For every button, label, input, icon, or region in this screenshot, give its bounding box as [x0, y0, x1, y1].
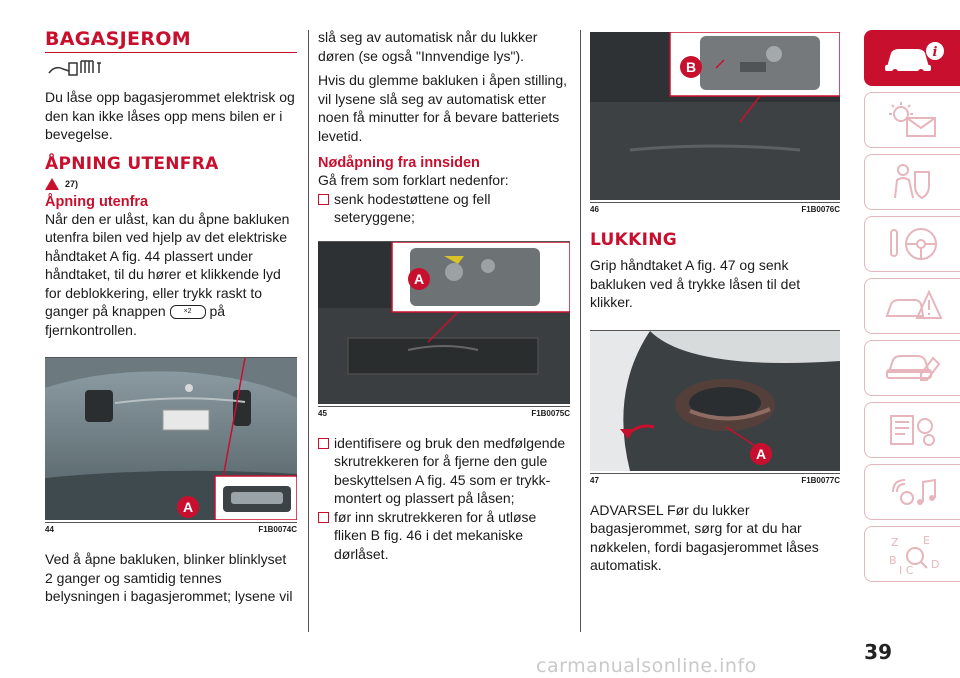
svg-text:i: i: [932, 45, 937, 60]
figure-46-number: 46: [590, 205, 599, 214]
figure-44-caption: [45, 522, 297, 534]
after-fig44-text: Ved å åpne bakluken, blinker blinklyset 2 ganger og samtidig tennes belysningen i bagasjerommet; lysene vil: [45, 551, 293, 604]
subheading-emergency-opening: Nødåpning fra innsiden: [318, 155, 480, 171]
figure-44-code: F1B0074C: [258, 525, 297, 534]
open-text-a: Når den er ulåst, kan du åpne bakluken utenfra bilen ved hjelp av det elektriske håndtaket A fig. 44 plassert under håndtaket, til du hører et klikkende lyd for deblokkering, eller trykk raskt to ganger på knappen: [45, 210, 290, 319]
warning-ref-number: 27): [65, 178, 79, 189]
bullet-item-1: [318, 190, 570, 227]
warning-text: ADVARSEL Før du lukker bagasjerommet, sørg for at du har nøkkelen, fordi bagasjerommet låses automatisk.: [590, 501, 819, 573]
tab-car-info[interactable]: [864, 30, 960, 86]
tab-service[interactable]: [864, 340, 960, 396]
figure-46: [590, 32, 840, 214]
column-left: [45, 28, 297, 606]
figure-47: [590, 330, 840, 485]
bullet-box-icon: [318, 438, 329, 449]
callout-a-fig45: A: [408, 268, 430, 290]
svg-text:E: E: [922, 534, 930, 547]
figure-45: [318, 241, 570, 418]
tab-emergency[interactable]: [864, 278, 960, 334]
title-rule: [45, 52, 297, 53]
bullet-box-icon: [318, 512, 329, 523]
figure-45-caption: [318, 406, 570, 418]
figure-47-number: 47: [590, 475, 599, 485]
car-info-icon: [881, 39, 945, 77]
tab-safety[interactable]: [864, 154, 960, 210]
callout-a-fig44: A: [177, 496, 199, 518]
heading-open-outside: ÅPNING UTENFRA: [45, 153, 219, 174]
tab-dashboard-lights[interactable]: [864, 92, 960, 148]
figure-47-code: F1B0077C: [801, 475, 840, 485]
figure-46-code: F1B0076C: [801, 205, 840, 214]
remote-button-icon: [170, 305, 206, 319]
svg-text:I C: I C: [898, 564, 913, 576]
figure-46-caption: [590, 202, 840, 214]
figure-47-image: [590, 331, 840, 471]
figure-44-image: [45, 358, 297, 520]
bullet-text-1: senk hodestøttene og fell seteryggene;: [334, 190, 491, 225]
figure-44: [45, 357, 297, 534]
bullet-box-icon: [318, 194, 329, 205]
steering-wheel-icon: [883, 224, 943, 264]
technical-data-icon: [883, 410, 943, 450]
open-text: [45, 210, 297, 340]
forgot-tailgate-text: Hvis du glemme bakluken i åpen stilling, vil lysene slå seg av automatisk etter noen få minutter for å bevare batteriets levetid.: [318, 72, 568, 144]
electric-tailgate-icon: [47, 57, 297, 84]
bullet-text-3: før inn skrutrekkeren for å utløse fliken B fig. 46 i det mekaniske dørlåset.: [334, 508, 537, 562]
column-divider: [308, 30, 309, 632]
chapter-sidebar: [864, 30, 960, 588]
closing-text: Grip håndtaket A fig. 47 og senk bakluken ved å trykke låsen til det klikker.: [590, 257, 801, 310]
section-title: BAGASJEROM: [45, 28, 191, 50]
figure-45-number: 45: [318, 408, 327, 418]
column-middle: [318, 28, 570, 563]
multimedia-icon: [883, 472, 943, 512]
subheading-open-outside: Åpning utenfra: [45, 193, 149, 210]
safety-airbag-icon: [883, 162, 943, 202]
tab-driving[interactable]: [864, 216, 960, 272]
index-icon: [883, 532, 943, 576]
figure-44-number: 44: [45, 525, 54, 534]
bullet-item-3: [318, 508, 570, 564]
svg-text:Z: Z: [890, 536, 899, 549]
column-right: [590, 32, 840, 575]
service-car-icon: [883, 348, 943, 388]
warning-reference: [45, 178, 297, 190]
tab-multimedia[interactable]: [864, 464, 960, 520]
figure-45-code: F1B0075C: [531, 408, 570, 418]
figure-47-caption: [590, 473, 840, 485]
lights-continued-text: slå seg av automatisk når du lukker døren (se også "Innvendige lys").: [318, 29, 538, 64]
bullet-item-2: [318, 434, 570, 508]
heading-closing: LUKKING: [590, 230, 677, 250]
warning-triangle-icon: [45, 178, 59, 190]
tab-index[interactable]: [864, 526, 960, 582]
remote-button-label: ×2: [183, 308, 192, 316]
emergency-intro-text: Gå frem som forklart nedenfor:: [318, 172, 509, 188]
warning-car-icon: [883, 286, 943, 326]
callout-b-fig46: B: [680, 56, 702, 78]
figure-46-image: [590, 32, 840, 200]
dashboard-lights-icon: [883, 100, 943, 140]
watermark: carmanualsonline.info: [536, 655, 757, 677]
column-divider: [580, 30, 581, 632]
callout-a-fig47: A: [750, 443, 772, 465]
svg-text:B: B: [888, 554, 897, 567]
page-number: 39: [864, 640, 892, 664]
figure-45-image: [318, 242, 570, 404]
tab-technical-data[interactable]: [864, 402, 960, 458]
open-text-b: på fjernkontrollen.: [45, 303, 226, 338]
bullet-text-2: identifisere og bruk den medfølgende skrutrekkeren for å fjerne den gule beskyttelsen A fig. 45 som er trykk-montert og plassert på låsen;: [334, 434, 566, 506]
intro-text: Du låse opp bagasjerommet elektrisk og den kan ikke låses opp mens bilen er i bevegelse.: [45, 89, 295, 142]
svg-text:D: D: [930, 558, 939, 571]
